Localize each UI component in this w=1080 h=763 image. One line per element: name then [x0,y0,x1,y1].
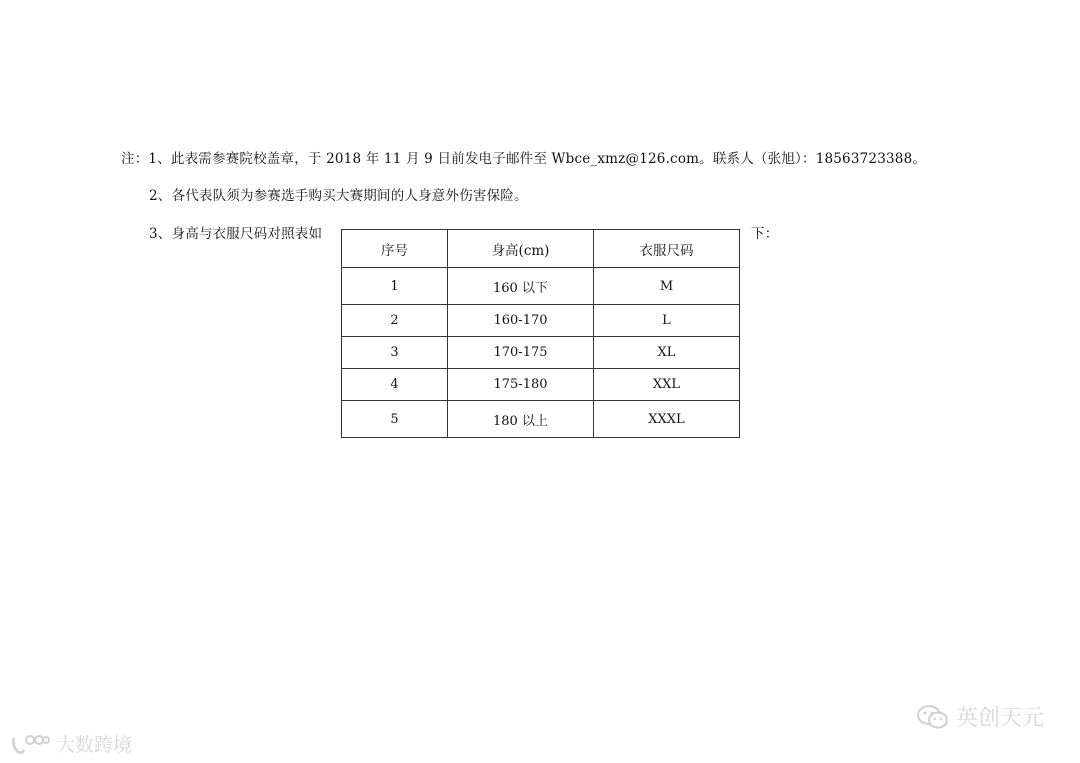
table-row [342,268,740,305]
note-line-1: 注：1、此表需参赛院校盖章，于 2018 年 11 月 9 日前发电子邮件至 Wbce_xmz@126.com。联系人（张旭）：18563723388。 [121,151,927,167]
header-size: 衣服尺码 [594,230,740,268]
cell-height: 180 以上 [448,401,594,438]
watermark-left-text: 大数跨境 [56,734,133,756]
cell-index: 2 [342,305,448,337]
cell-height: 170-175 [448,337,594,369]
table-row [342,337,740,369]
table-row [342,305,740,337]
wechat-icon [916,704,950,730]
cell-index: 3 [342,337,448,369]
cell-height: 175-180 [448,369,594,401]
table-header-row [342,230,740,268]
cell-index: 1 [342,268,448,305]
cell-size: M [594,268,740,305]
cell-size: XXL [594,369,740,401]
watermark-left [10,730,132,757]
note-line-3-suffix: 下： [751,226,779,242]
cell-height: 160 以下 [448,268,594,305]
cell-index: 4 [342,369,448,401]
watermark-right [916,701,1044,732]
cell-index: 5 [342,401,448,438]
cell-height: 160-170 [448,305,594,337]
header-height: 身高(cm) [448,230,594,268]
table-row [342,401,740,438]
cell-size: L [594,305,740,337]
logo-icon [10,732,50,756]
watermark-right-text: 英创天元 [955,706,1044,731]
header-index: 序号 [342,230,448,268]
cell-size: XL [594,337,740,369]
note-line-3-prefix: 3、身高与衣服尺码对照表如 [149,226,323,242]
size-chart-table [341,229,740,438]
note-line-2: 2、各代表队须为参赛选手购买大赛期间的人身意外伤害保险。 [149,188,528,204]
table-row [342,369,740,401]
cell-size: XXXL [594,401,740,438]
